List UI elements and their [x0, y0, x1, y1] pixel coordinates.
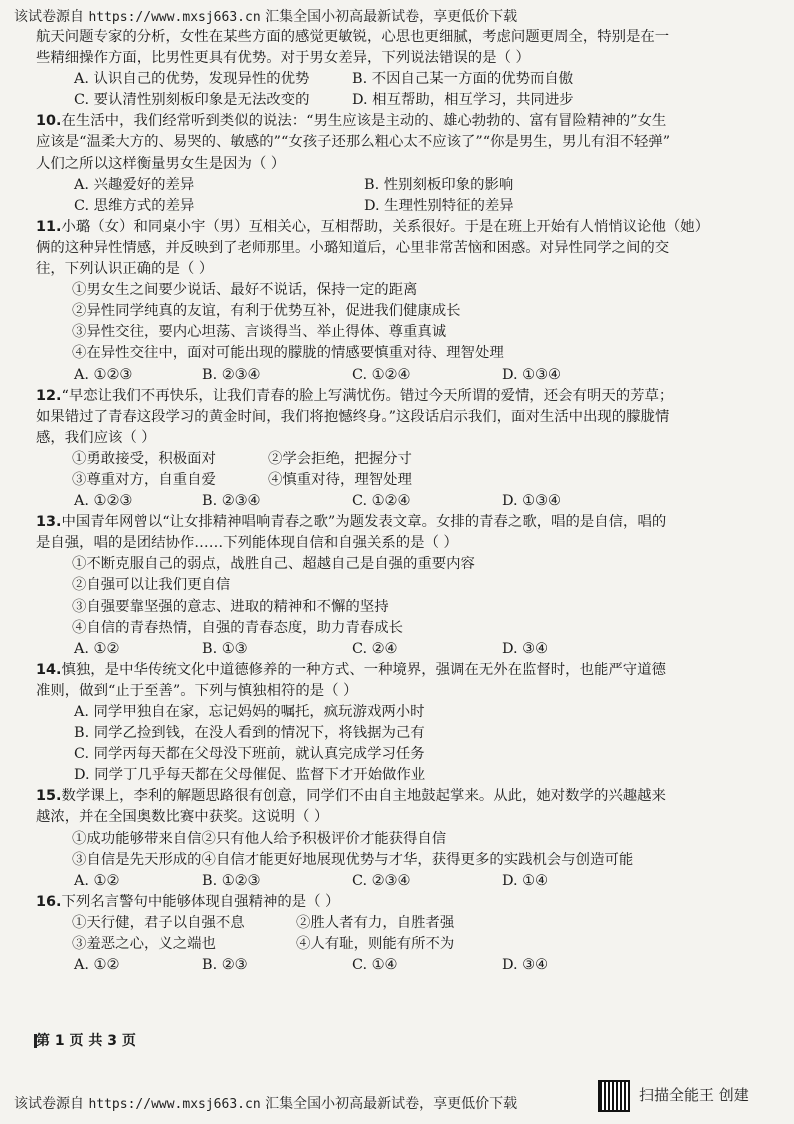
question-10: [36, 111, 754, 216]
banner-suffix: 汇集全国小初高最新试卷，享更低价下载: [265, 1096, 518, 1112]
question-text-line: 准则，做到“止于至善”。下列与慎独相符的是（ ）: [36, 682, 358, 699]
page-number: 第 1 页 共 3 页: [36, 1033, 136, 1049]
question-stem: “早恋让我们不再快乐，让我们青春的脸上写满忧伤。错过今天所谓的爱情，还会有明天的芳草；: [61, 387, 674, 404]
question-text-line: 如果错过了青春这段学习的黄金时间，我们将抱憾终身。”这段话启示我们，面对生活中出现的朦胧情: [36, 408, 670, 425]
option-a[interactable]: A. 认识自己的优势，发现异性的优势: [74, 71, 310, 88]
banner-prefix: 该试卷源自: [14, 1096, 84, 1112]
statement: ③异性交往，要内心坦荡、言谈得当、举止得体、尊重真诚: [72, 324, 447, 341]
source-banner-top: [14, 6, 780, 26]
question-number: 11.: [36, 218, 62, 235]
question-text-line: 是自强，唱的是团结协作……下列能体现自信和自强关系的是（ ）: [36, 535, 458, 552]
question-12: [36, 386, 754, 513]
option-b[interactable]: B. ②③: [202, 957, 248, 974]
option-a[interactable]: A. ①②: [74, 640, 120, 657]
statement-row: [36, 913, 754, 934]
question-text-line: [36, 111, 754, 132]
question-text-line: 人们之所以这样衡量男女生是因为（ ）: [36, 155, 286, 172]
statement: ③羞恶之心，义之端也: [72, 936, 216, 953]
question-text-line: [36, 786, 754, 807]
question-9: [36, 27, 754, 111]
option-row: [36, 639, 754, 660]
statement: ②自强可以让我们更自信: [72, 577, 231, 594]
option-row: [36, 90, 754, 111]
question-text-line: 航天问题专家的分析，女性在某些方面的感觉更敏锐，心思也更细腻，考虑问题更周全，特别是在一: [36, 29, 670, 45]
statement-row: [36, 470, 754, 491]
question-stem: 数学课上，李利的解题思路很有创意，同学们不由自主地鼓起掌来。从此，她对数学的兴趣越来: [61, 788, 666, 805]
option-row: [36, 955, 754, 976]
banner-prefix: 该试卷源自: [14, 9, 84, 25]
question-text-line: 应该是“温柔大方的、易哭的、敏感的”“女孩子还那么粗心太不应该了”“你是男生，男儿有泪不轻弹”: [36, 134, 671, 151]
question-text-line: 往，下列认识正确的是（ ）: [36, 261, 214, 278]
option-b[interactable]: B. ①③: [202, 640, 248, 657]
statement: ②学会拒绝，把握分寸: [268, 450, 412, 467]
option-c[interactable]: C. ②④: [352, 640, 398, 657]
option-d[interactable]: D. ①③④: [502, 493, 561, 510]
option-c[interactable]: C. 要认清性别刻板印象是无法改变的: [74, 92, 310, 109]
question-text-line: [36, 217, 754, 238]
qr-code-icon: [598, 1080, 630, 1112]
question-stem: 中国青年网曾以“让女排精神唱响青春之歌”为题发表文章。女排的青春之歌，唱的是自信，唱的: [61, 514, 667, 531]
statement: ①不断克服自己的弱点，战胜自己、超越自己是自强的重要内容: [72, 556, 475, 573]
statement: ④慎重对待，理智处理: [268, 471, 412, 488]
question-text-line: 些精细操作方面，比男性更具有优势。对于男女差异，下列说法错误的是（ ）: [36, 50, 530, 67]
question-number: 13.: [36, 514, 62, 531]
statement: ④在异性交往中，面对可能出现的朦胧的情感要慎重对待、理智处理: [72, 345, 504, 362]
option-b[interactable]: B. ②③④: [202, 366, 261, 383]
question-16: [36, 892, 754, 976]
option-d[interactable]: D. 同学丁几乎每天都在父母催促、监督下才开始做作业: [74, 767, 426, 784]
option-a[interactable]: A. 同学甲独自在家，忘记妈妈的嘱托，疯玩游戏两小时: [74, 704, 425, 720]
question-stem: 下列名言警句中能够体现自强精神的是（ ）: [61, 893, 340, 910]
option-b[interactable]: B. 同学乙捡到钱，在没人看到的情况下，将钱据为己有: [74, 725, 425, 742]
option-a[interactable]: A. ①②: [74, 957, 120, 974]
scanner-watermark: 扫描全能王 创建: [639, 1086, 749, 1104]
option-c[interactable]: C. ①②④: [352, 366, 411, 383]
question-number: 10.: [36, 113, 62, 130]
statement: ①成功能够带来自信②只有他人给予积极评价才能获得自信: [72, 830, 447, 847]
statement: ②异性同学纯真的友谊，有利于优势互补，促进我们健康成长: [72, 303, 461, 320]
question-text-line: [36, 386, 754, 407]
option-row: [36, 69, 754, 90]
statement: ②胜人者有力，自胜者强: [296, 914, 455, 931]
option-row: [36, 365, 754, 386]
option-c[interactable]: C. 同学丙每天都在父母没下班前，就认真完成学习任务: [74, 746, 425, 763]
question-text-line: [36, 512, 754, 533]
option-d[interactable]: D. ①③④: [502, 366, 561, 383]
question-stem: 慎独，是中华传统文化中道德修养的一种方式、一种境界，强调在无外在监督时，也能严守道德: [61, 661, 666, 678]
option-row: [36, 491, 754, 512]
option-c[interactable]: C. ①②④: [352, 493, 411, 510]
question-text-line: [36, 660, 754, 681]
statement: ④人有耻，则能有所不为: [296, 936, 455, 953]
option-c[interactable]: C. ②③④: [352, 872, 411, 889]
option-d[interactable]: D. 相互帮助，相互学习，共同进步: [352, 92, 574, 109]
exam-page-content: [36, 27, 754, 976]
option-b[interactable]: B. 不因自己某一方面的优势而自傲: [352, 71, 574, 88]
statement: ③自信是先天形成的④自信才能更好地展现优势与才华，获得更多的实践机会与创造可能: [72, 851, 634, 868]
question-number: 12.: [36, 387, 62, 404]
banner-url-link[interactable]: https://www.mxsj663.cn: [88, 1097, 261, 1112]
statement-row: [36, 449, 754, 470]
option-a[interactable]: A. ①②③: [74, 493, 133, 510]
question-text-line: 俩的这种异性情感，并反映到了老师那里。小璐知道后，心里非常苦恼和困惑。对异性同学之间的交: [36, 239, 670, 256]
option-b[interactable]: B. ②③④: [202, 493, 261, 510]
option-b[interactable]: B. 性别刻板印象的影响: [364, 176, 514, 193]
option-d[interactable]: D. ③④: [502, 640, 548, 657]
option-d[interactable]: D. ③④: [502, 957, 548, 974]
option-c[interactable]: C. ①④: [352, 957, 398, 974]
banner-url-link[interactable]: https://www.mxsj663.cn: [88, 10, 261, 25]
question-13: [36, 512, 754, 660]
option-a[interactable]: A. ①②: [74, 872, 120, 889]
question-stem: 小璐（女）和同桌小宇（男）互相关心，互相帮助，关系很好。于是在班上开始有人悄悄议论他（她）: [61, 218, 710, 235]
question-text-line: 越浓，并在全国奥数比赛中获奖。这说明（ ）: [36, 809, 329, 826]
option-a[interactable]: A. 兴趣爱好的差异: [74, 176, 195, 193]
statement: ①男女生之间要少说话、最好不说话，保持一定的距离: [72, 282, 418, 299]
question-15: [36, 786, 754, 891]
option-row: [36, 871, 754, 892]
statement: ③自强要靠坚强的意志、进取的精神和不懈的坚持: [72, 598, 389, 615]
banner-suffix: 汇集全国小初高最新试卷，享更低价下载: [265, 9, 518, 25]
question-number: 15.: [36, 788, 62, 805]
question-text-line: 感，我们应该（ ）: [36, 429, 156, 446]
question-number: 16.: [36, 893, 62, 910]
option-d[interactable]: D. ①④: [502, 872, 548, 889]
question-stem: 在生活中，我们经常听到类似的说法：“男生应该是主动的、雄心勃勃的、富有冒险精神的”女生: [61, 113, 667, 130]
option-row: [36, 175, 754, 196]
option-d[interactable]: D. 生理性别特征的差异: [364, 197, 514, 214]
statement: ③尊重对方，自重自爱: [72, 471, 216, 488]
option-a[interactable]: A. ①②③: [74, 366, 133, 383]
option-row: [36, 196, 754, 217]
question-text-line: [36, 892, 754, 913]
statement: ④自信的青春热情，自强的青春态度，助力青春成长: [72, 619, 403, 636]
statement: ①勇敢接受，积极面对: [72, 450, 216, 467]
option-b[interactable]: B. ①②③: [202, 872, 261, 889]
statement-row: [36, 934, 754, 955]
question-11: [36, 217, 754, 386]
option-c[interactable]: C. 思维方式的差异: [74, 197, 195, 214]
question-number: 14.: [36, 661, 62, 678]
question-14: [36, 660, 754, 787]
statement: ①天行健，君子以自强不息: [72, 914, 245, 931]
